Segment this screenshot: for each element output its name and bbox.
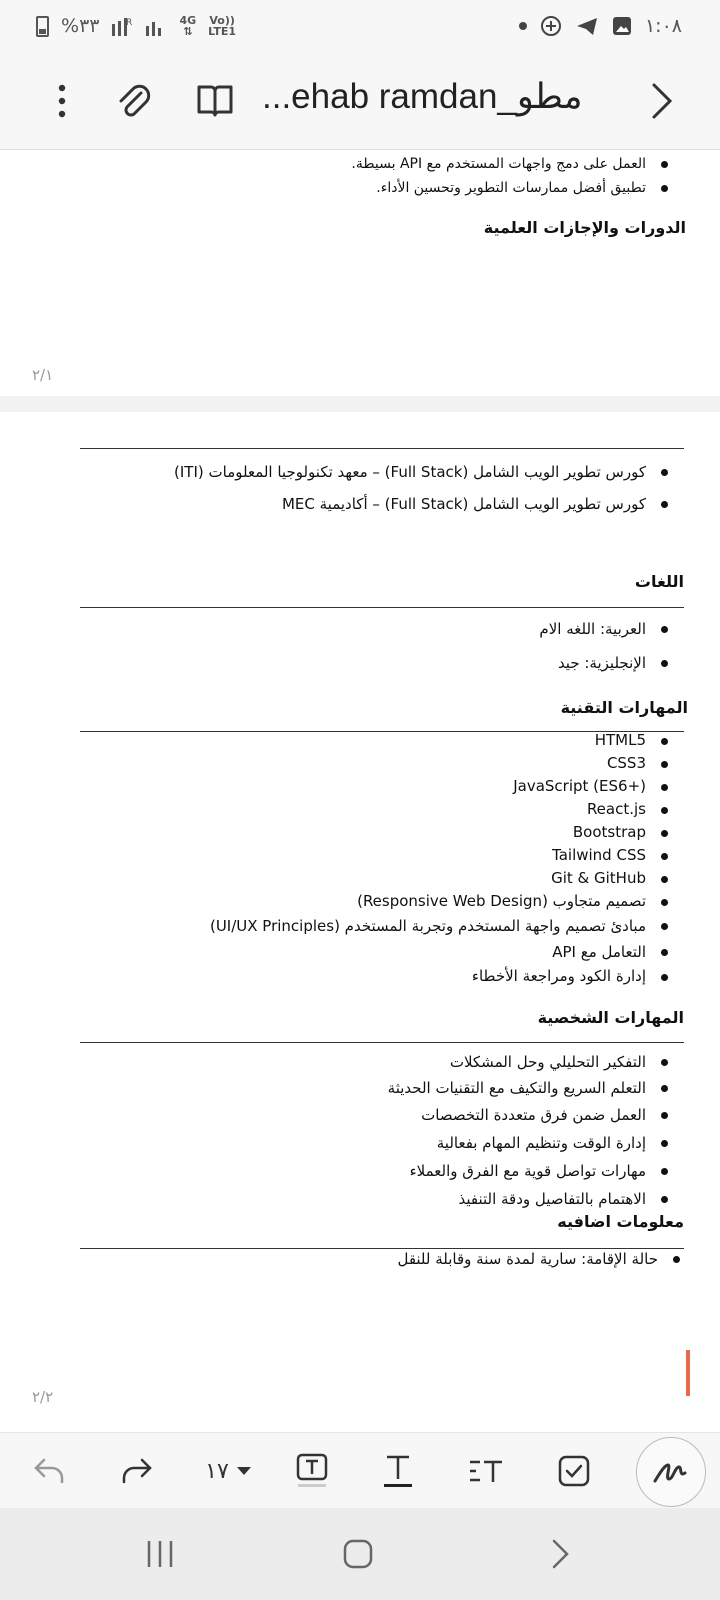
text-box-button[interactable] (284, 1433, 340, 1509)
text-box-icon (295, 1453, 329, 1489)
telegram-icon (575, 15, 599, 37)
recent-apps-button[interactable] (120, 1508, 200, 1600)
document-page-2 (0, 412, 720, 1432)
list-item: الإنجليزية: جيد (539, 646, 672, 680)
font-size-dropdown[interactable] (194, 1433, 262, 1509)
list-item: تطبيق أفضل ممارسات التطوير وتحسين الأداء. (351, 176, 672, 200)
undo-button[interactable] (22, 1433, 78, 1509)
checkbox-button[interactable] (546, 1433, 602, 1509)
redo-icon (118, 1456, 154, 1486)
forward-icon (648, 81, 674, 121)
divider (80, 607, 684, 608)
list-item: إدارة الوقت وتنظيم المهام بفعالية (388, 1129, 672, 1157)
forward-button[interactable] (636, 74, 686, 128)
battery-level: %٣٣ (61, 15, 100, 37)
text-align-button[interactable] (458, 1433, 514, 1509)
tech-skills-heading: المهارات التقنية (560, 698, 688, 717)
list-item: حالة الإقامة: سارية لمدة سنة وقابلة للنقل (397, 1246, 684, 1272)
page-number: ٢/١ (32, 366, 54, 384)
navigation-bar (0, 1508, 720, 1600)
list-item: الاهتمام بالتفاصيل ودقة التنفيذ (388, 1185, 672, 1213)
list-item: العمل على دمج واجهات المستخدم مع API بسيطة. (351, 152, 672, 176)
list-item: Bootstrap (210, 821, 672, 844)
app-bar (0, 52, 720, 150)
list-item: التعامل مع API (210, 939, 672, 965)
status-left (36, 15, 236, 37)
gallery-icon (611, 15, 633, 37)
list-item: مهارات تواصل قوية مع الفرق والعملاء (388, 1157, 672, 1185)
list-item: التعلم السريع والتكيف مع التقنيات الحديثة (388, 1075, 672, 1101)
list-item: تصميم متجاوب (Responsive Web Design) (210, 890, 672, 913)
soft-skills-list (388, 1049, 672, 1213)
text-align-icon (468, 1456, 504, 1486)
chevron-down-icon (237, 1466, 251, 1476)
home-icon (342, 1538, 374, 1570)
list-item: العمل ضمن فرق متعددة التخصصات (388, 1101, 672, 1129)
font-size-value: ١٧ (205, 1458, 229, 1484)
list-item: CSS3 (210, 752, 672, 775)
clock: ١:٠٨ (644, 15, 682, 37)
signal-icon (111, 16, 133, 36)
extra-info-list (397, 1246, 684, 1272)
languages-list (539, 612, 672, 680)
more-icon (57, 84, 67, 118)
courses-list (174, 456, 672, 520)
text-style-button[interactable] (370, 1433, 426, 1509)
redo-button[interactable] (108, 1433, 164, 1509)
battery-icon (36, 16, 49, 37)
attach-icon (113, 81, 153, 121)
checkbox-icon (557, 1454, 591, 1488)
reading-mode-icon (195, 83, 235, 119)
soft-skills-heading: المهارات الشخصية (537, 1008, 684, 1027)
volte-indicator: Vo)) LTE1 (208, 14, 237, 38)
courses-heading: الدورات والإجازات العلمية (483, 218, 686, 237)
text-style-icon (381, 1453, 415, 1489)
status-bar (0, 0, 720, 52)
pen-button[interactable] (636, 1437, 706, 1507)
back-icon (549, 1538, 571, 1570)
notification-dot (519, 22, 527, 30)
list-item: كورس تطوير الويب الشامل (Full Stack) – أكاديمية MEC (174, 488, 672, 520)
undo-icon (32, 1456, 68, 1486)
home-button[interactable] (318, 1508, 398, 1600)
list-item: JavaScript (ES6+) (210, 775, 672, 798)
list-item: التفكير التحليلي وحل المشكلات (388, 1049, 672, 1075)
list-item: مبادئ تصميم واجهة المستخدم وتجربة المستخدم (UI/UX Principles) (210, 913, 672, 939)
list-item: HTML5 (210, 729, 672, 752)
list-item: العربية: اللغه الام (539, 612, 672, 646)
list-item: كورس تطوير الويب الشامل (Full Stack) – معهد تكنولوجيا المعلومات (ITI) (174, 456, 672, 488)
svg-text:R: R (126, 18, 133, 28)
back-button[interactable] (520, 1508, 600, 1600)
document-title[interactable]: ...ehab ramdan_مطو (262, 77, 583, 116)
editing-toolbar (0, 1432, 720, 1508)
list-item: إدارة الكود ومراجعة الأخطاء (210, 965, 672, 988)
divider (80, 448, 684, 449)
divider (80, 1042, 684, 1043)
languages-heading: اللغات (634, 572, 684, 591)
pen-icon (651, 1457, 691, 1487)
page1-bullet-list (351, 152, 672, 200)
status-right (519, 14, 682, 38)
more-options-button[interactable] (40, 76, 84, 126)
document-page-1 (0, 150, 720, 396)
signal-icon-2 (145, 16, 167, 36)
tech-skills-list (210, 729, 672, 988)
extra-info-heading: معلومات اضافيه (557, 1212, 684, 1231)
list-item: Git & GitHub (210, 867, 672, 890)
list-item: React.js (210, 798, 672, 821)
list-item: Tailwind CSS (210, 844, 672, 867)
network-type: 4G ⇅ (179, 14, 197, 38)
app-notification-icon (539, 14, 563, 38)
text-cursor (686, 1350, 690, 1396)
recent-apps-icon (145, 1539, 175, 1569)
attach-button[interactable] (108, 74, 158, 128)
page-number: ٢/٢ (32, 1388, 54, 1406)
reading-mode-button[interactable] (190, 76, 240, 126)
